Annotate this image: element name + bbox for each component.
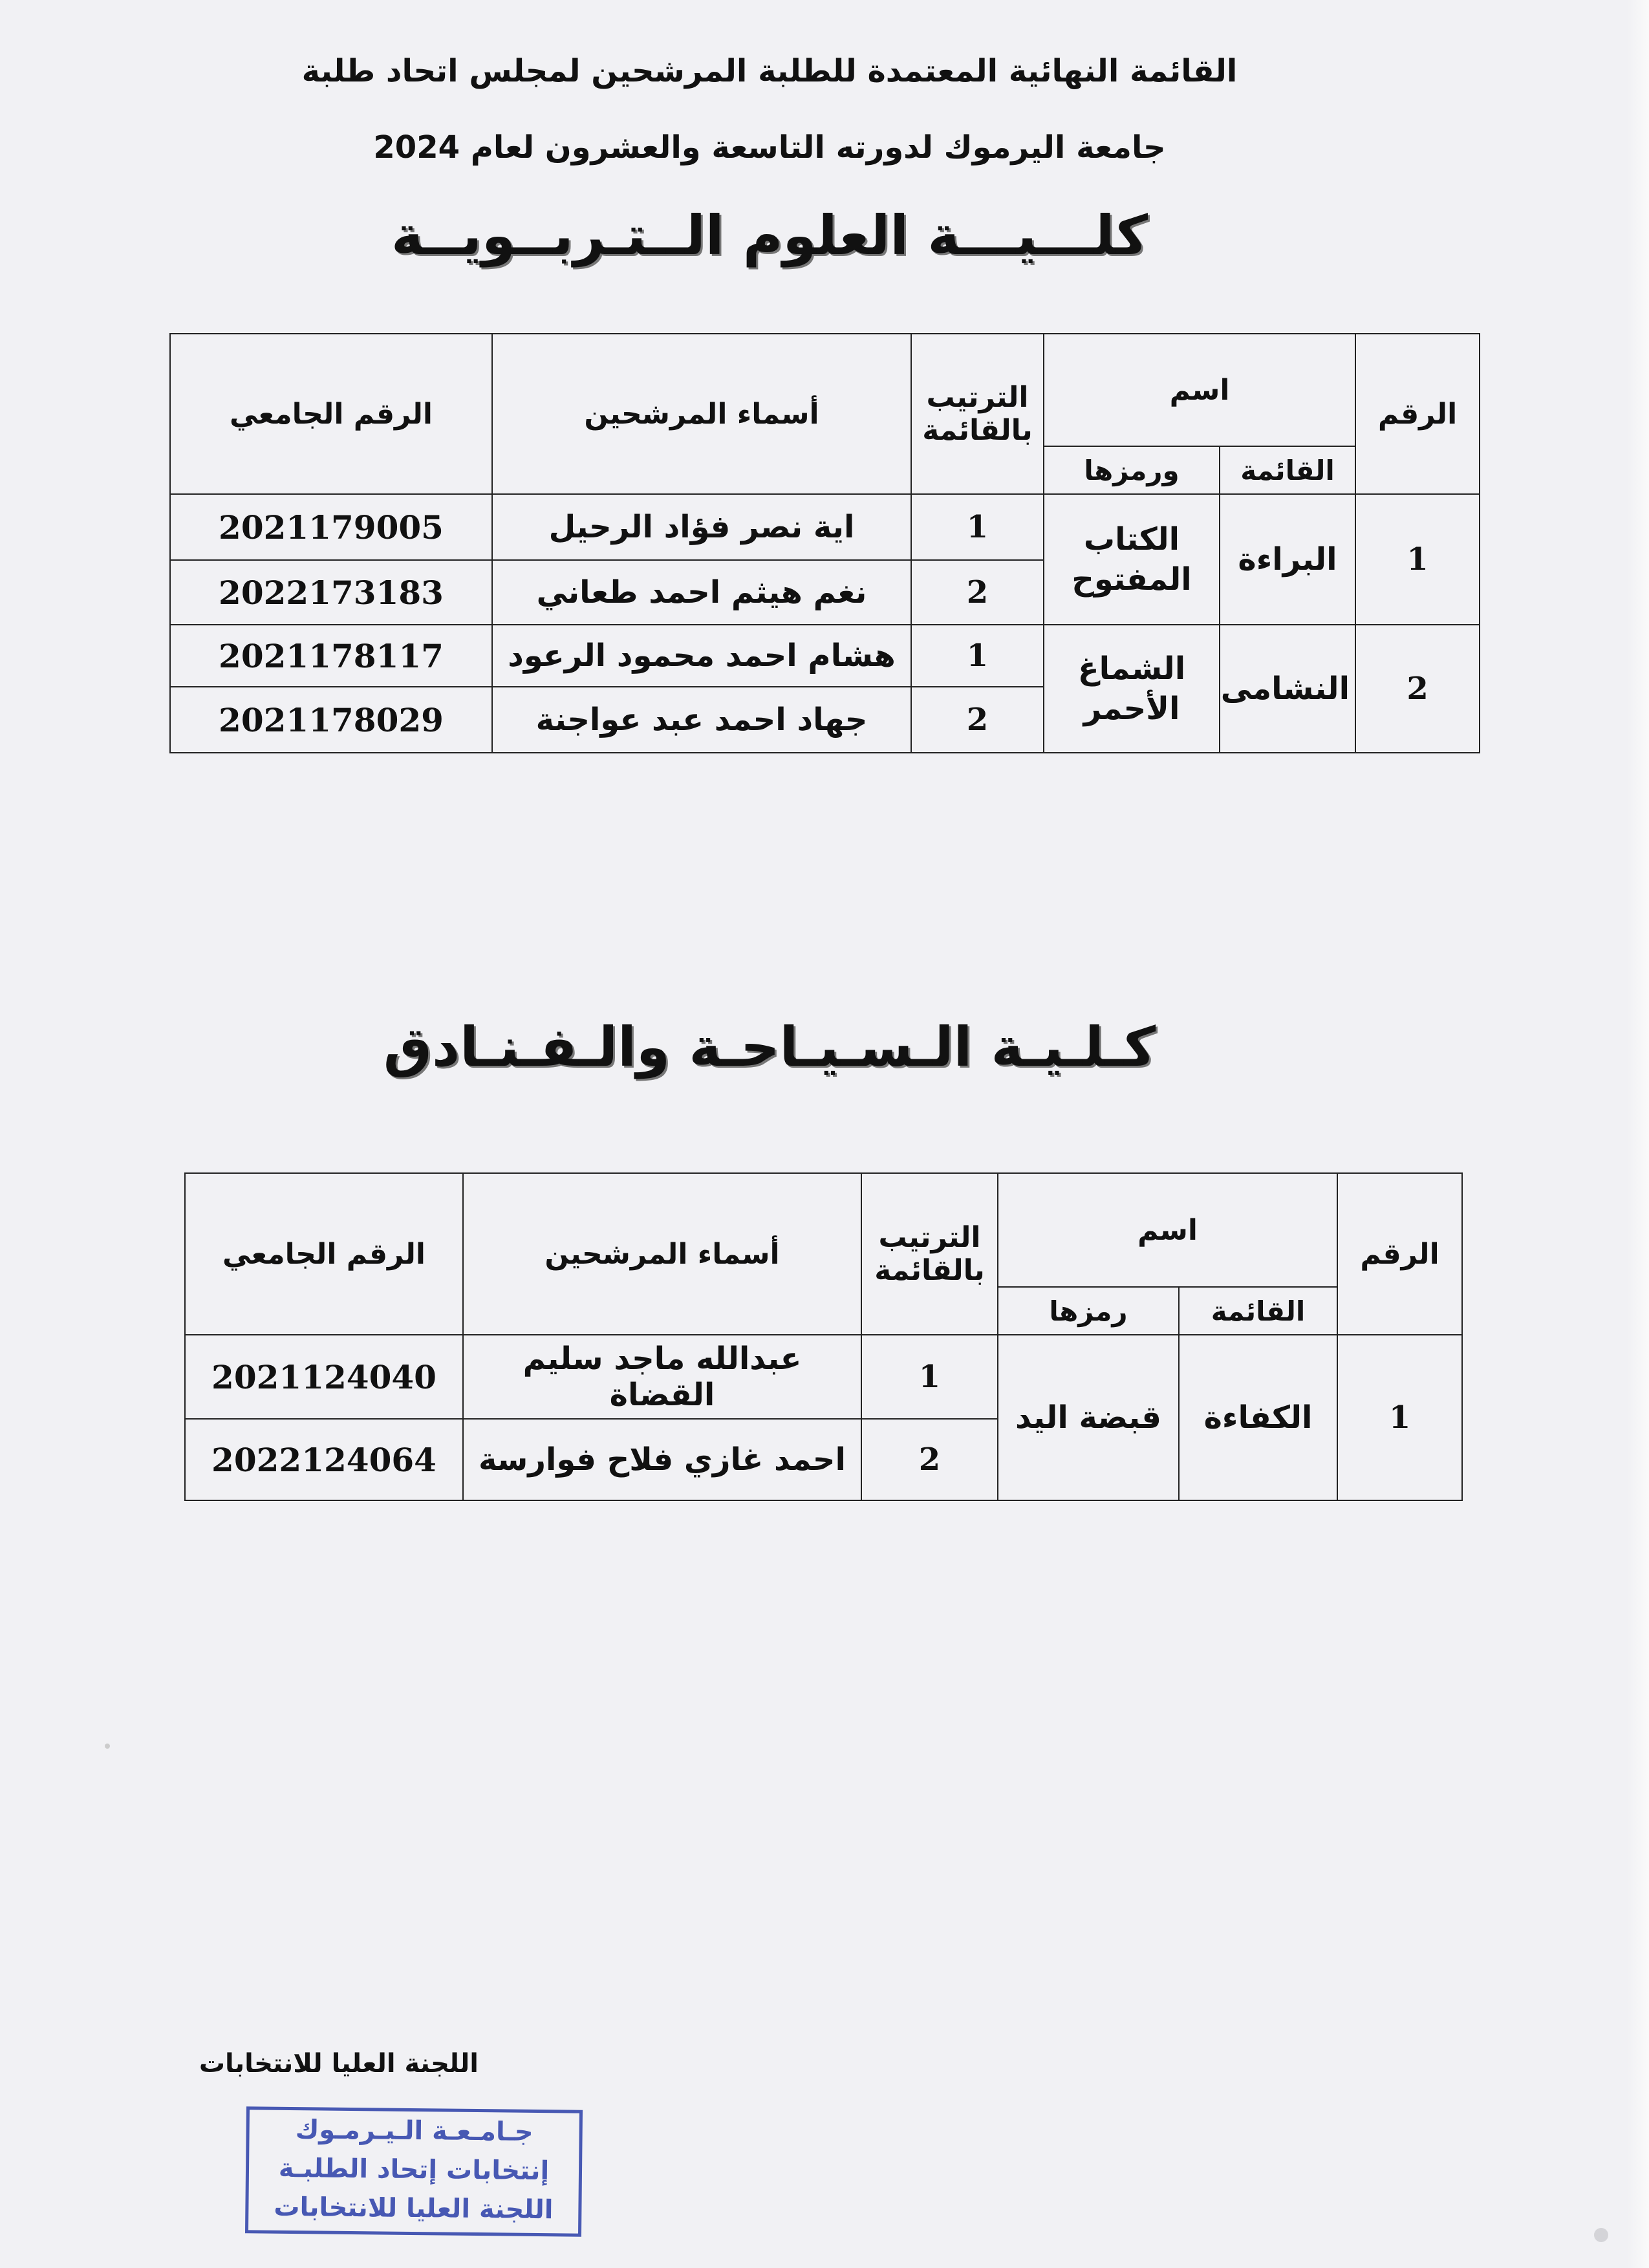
section-1-table	[169, 333, 1480, 753]
list-name: البراءة	[1220, 494, 1355, 625]
stamp-line: إنتخابات إتحاد الطلبـة	[278, 2153, 550, 2187]
column-university-id: الرقم الجامعي	[185, 1173, 463, 1335]
candidate-name: اية نصر فؤاد الرحيل	[492, 494, 911, 560]
column-number: الرقم	[1337, 1173, 1462, 1335]
column-number: الرقم	[1355, 334, 1480, 494]
official-stamp	[245, 2106, 583, 2236]
header-title-line-1: القائمة النهائية المعتمدة للطلبة المرشحين لمجلس اتحاد طلبة	[301, 53, 1238, 89]
candidate-rank: 1	[911, 494, 1044, 560]
candidate-university-id: 2022173183	[170, 560, 492, 625]
candidate-university-id: 2021124040	[185, 1335, 463, 1419]
candidate-name: نغم هيثم احمد طعاني	[492, 560, 911, 625]
stamp-line: جـامـعـة الـيـرمـوك	[295, 2115, 534, 2147]
section-2-title: كـلـيـة الـسـيـاحـة والـفـنـادق	[383, 1015, 1156, 1079]
column-list: القائمة	[1220, 446, 1355, 494]
stamp-line: اللجنة العليا للانتخابات	[274, 2192, 554, 2225]
committee-signature-label: اللجنة العليا للانتخابات	[199, 2049, 479, 2079]
table-header-row	[170, 334, 1480, 446]
column-list: القائمة	[1179, 1287, 1337, 1335]
scan-speck	[105, 1744, 110, 1749]
section-2-table	[184, 1172, 1463, 1501]
candidate-name: احمد غازي فلاح فوارسة	[463, 1419, 861, 1500]
list-symbol: قبضة اليد	[998, 1335, 1179, 1500]
column-list-name: اسم	[998, 1173, 1337, 1287]
column-symbol: رمزها	[998, 1287, 1179, 1335]
candidate-rank: 2	[911, 687, 1044, 753]
candidate-rank: 1	[911, 625, 1044, 687]
column-rank: الترتيب بالقائمة	[911, 334, 1044, 494]
list-number: 1	[1337, 1335, 1462, 1500]
list-name: الكفاءة	[1179, 1335, 1337, 1500]
candidate-rank: 2	[861, 1419, 998, 1500]
candidate-university-id: 2022124064	[185, 1419, 463, 1500]
list-number: 2	[1355, 625, 1480, 753]
candidate-university-id: 2021178029	[170, 687, 492, 753]
page-edge	[1627, 0, 1649, 2268]
candidate-rank: 2	[911, 560, 1044, 625]
candidate-rank: 1	[861, 1335, 998, 1419]
list-name: النشامى	[1220, 625, 1355, 753]
column-symbol: ورمزها	[1044, 446, 1220, 494]
column-candidates: أسماء المرشحين	[463, 1173, 861, 1335]
list-number: 1	[1355, 494, 1480, 625]
scan-speck	[1594, 2228, 1608, 2242]
column-university-id: الرقم الجامعي	[170, 334, 492, 494]
candidate-name: جهاد احمد عبد عواجنة	[492, 687, 911, 753]
candidate-name: عبدالله ماجد سليم القضاة	[463, 1335, 861, 1419]
column-list-name: اسم	[1044, 334, 1355, 446]
table-row	[170, 494, 1480, 560]
header-title-line-2: جامعة اليرموك لدورته التاسعة والعشرون لعام 2024	[373, 129, 1166, 166]
section-1-title: كلـــيـــة العلوم الــتـربــويــة	[391, 204, 1148, 267]
list-symbol: الشماغ الأحمر	[1044, 625, 1220, 753]
table-header-row	[185, 1173, 1462, 1287]
candidate-university-id: 2021178117	[170, 625, 492, 687]
column-candidates: أسماء المرشحين	[492, 334, 911, 494]
list-symbol: الكتاب المفتوح	[1044, 494, 1220, 625]
candidate-name: هشام احمد محمود الرعود	[492, 625, 911, 687]
candidate-university-id: 2021179005	[170, 494, 492, 560]
table-row	[170, 625, 1480, 687]
column-rank: الترتيب بالقائمة	[861, 1173, 998, 1335]
table-row	[185, 1335, 1462, 1419]
